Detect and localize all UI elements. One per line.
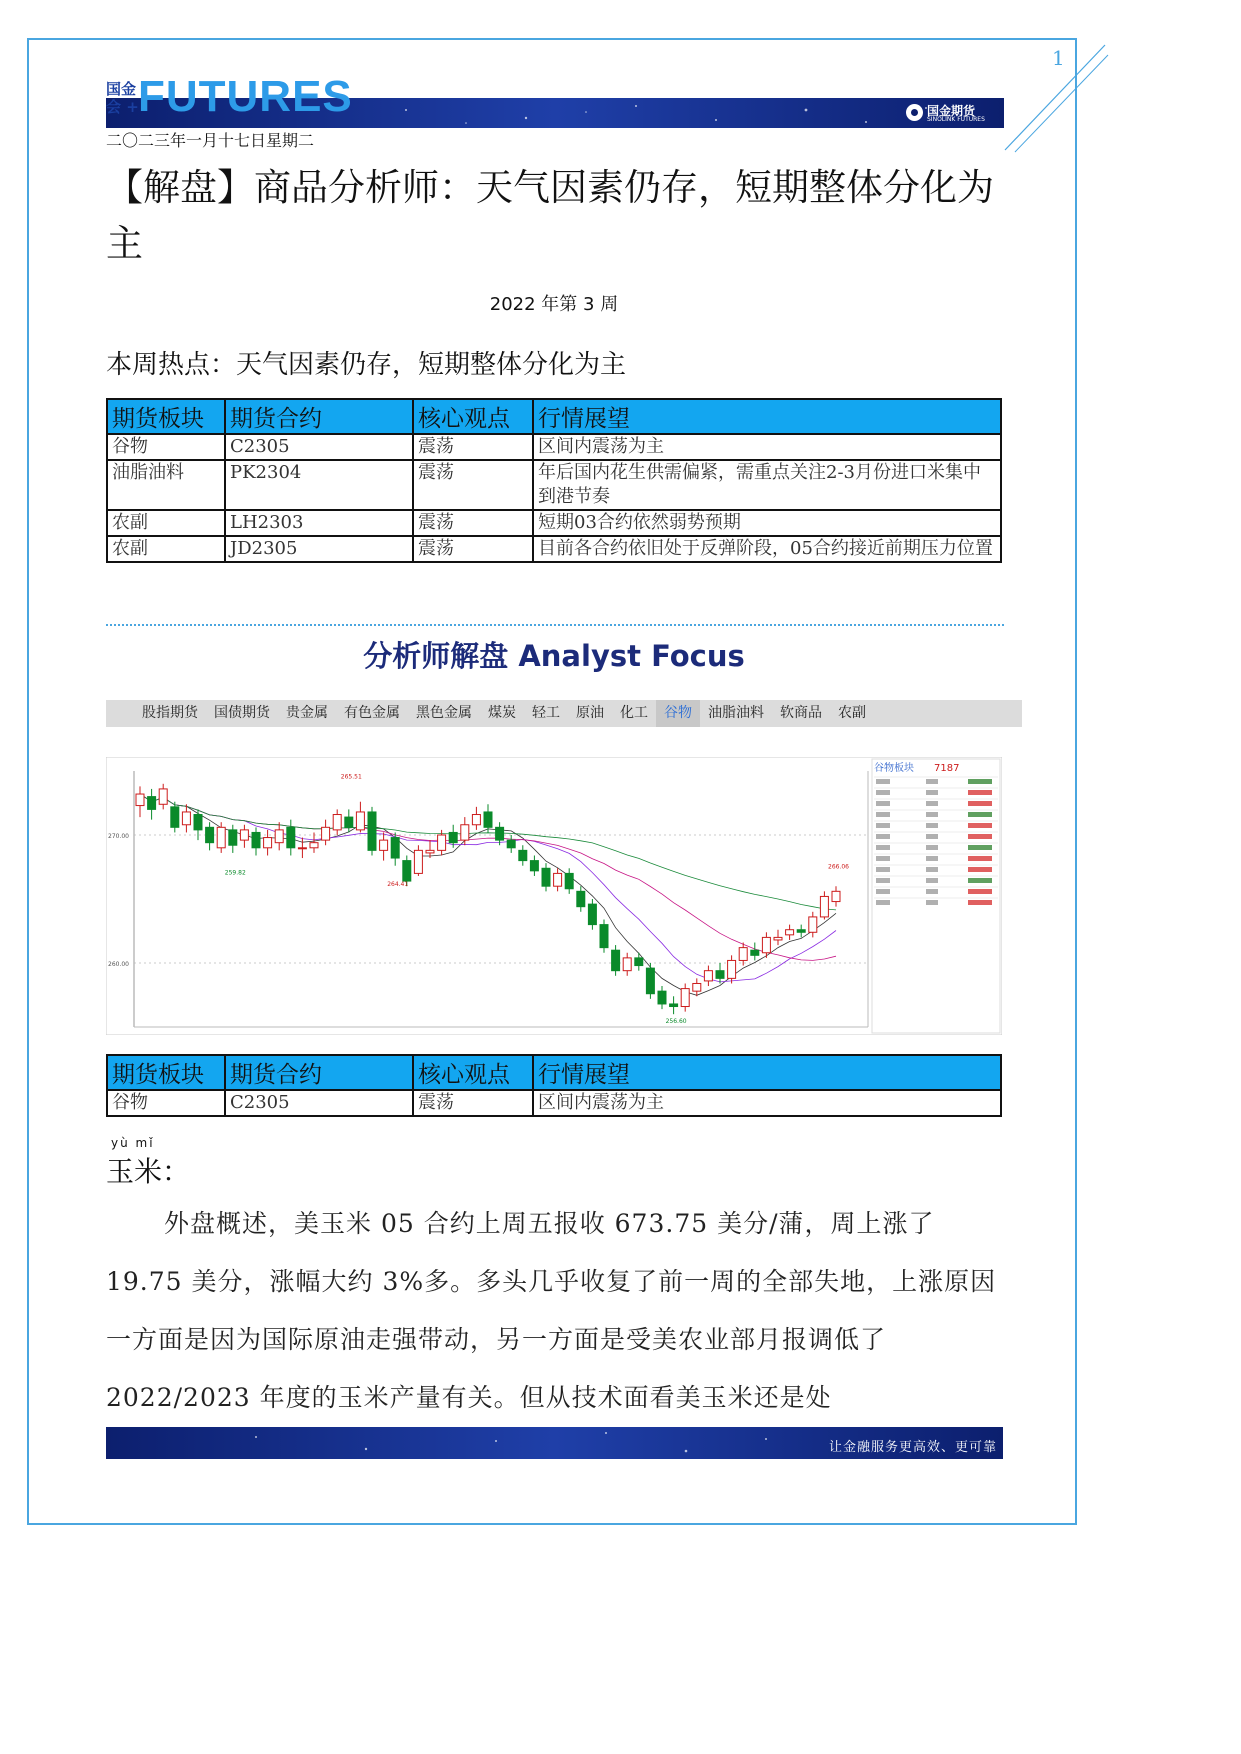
candle-body: [275, 830, 283, 843]
footer-slogan: 让金融服务更高效、更可靠: [828, 1440, 997, 1455]
candle-body: [507, 840, 515, 848]
table-row: 油脂油料 PK2304 震荡 年后国内花生供需偏紧，需重点关注2-3月份进口米集中到港节奏: [107, 460, 1001, 510]
candle-body: [797, 930, 805, 933]
candle-body: [240, 830, 248, 840]
candle-body: [287, 827, 295, 847]
side-panel-cell: [968, 779, 992, 784]
side-panel-cell: [876, 889, 890, 894]
candle-body: [403, 861, 411, 881]
candle-body: [148, 797, 156, 810]
candle-body: [612, 950, 620, 970]
side-panel-cell: [968, 823, 992, 828]
header-cell: 期货板块: [107, 1055, 225, 1090]
candle-body: [809, 917, 817, 932]
candle-body: [414, 850, 422, 873]
summary-table: [106, 398, 1002, 563]
tab-5[interactable]: 煤炭: [488, 705, 516, 721]
candle-body: [762, 937, 770, 952]
side-panel-cell: [926, 867, 938, 872]
week-label: 2022 年第 3 周: [489, 294, 619, 315]
candle-body: [391, 838, 399, 858]
table-row: 农副 LH2303 震荡 短期03合约依然弱势预期: [107, 510, 1001, 536]
candle-body: [345, 817, 353, 827]
side-panel-cell: [926, 878, 938, 883]
candle-body: [681, 989, 689, 1007]
candle-body: [368, 812, 376, 850]
candle-body: [252, 832, 260, 847]
side-panel-cell: [968, 834, 992, 839]
table-row: 谷物 C2305 震荡 区间内震荡为主: [107, 1090, 1001, 1116]
candle-body: [623, 958, 631, 971]
table-row: 农副 JD2305 震荡 目前各合约依旧处于反弹阶段，05合约接近前期压力位置: [107, 536, 1001, 562]
side-panel-cell: [926, 823, 938, 828]
candle-body: [542, 868, 550, 886]
side-panel-cell: [968, 878, 992, 883]
hot-topic: 本周热点：天气因素仍存，短期整体分化为主: [106, 350, 627, 380]
side-panel-cell: [876, 801, 890, 806]
side-panel-cell: [876, 900, 890, 905]
report-title: 【解盘】商品分析师：天气因素仍存，短期整体分化为主: [106, 166, 994, 265]
side-panel-cell: [876, 845, 890, 850]
tab-11[interactable]: 软商品: [780, 705, 822, 721]
brand-circle-icon: [906, 104, 923, 121]
header-cell: 核心观点: [413, 1055, 533, 1090]
price-annotation: 264.41: [387, 881, 409, 889]
side-panel-cell: [926, 856, 938, 861]
candle-body: [298, 848, 306, 849]
y-tick-label: 270.00: [108, 833, 129, 840]
tab-4[interactable]: 黑色金属: [416, 705, 472, 721]
price-annotation: 265.51: [340, 773, 362, 781]
brand-logo: 国金期货 SINOLINK FUTURES: [906, 102, 998, 124]
header-cell: 行情展望: [533, 399, 1001, 434]
side-panel-cell: [926, 801, 938, 806]
side-panel-cell: [968, 856, 992, 861]
side-panel-cell: [968, 900, 992, 905]
tab-9[interactable]: 谷物: [656, 700, 700, 727]
tab-0[interactable]: 股指期货: [142, 705, 198, 721]
focus-title: 分析师解盘 Analyst Focus: [363, 639, 745, 673]
candle-body: [159, 789, 167, 804]
candle-body: [577, 891, 585, 906]
candle-body: [310, 843, 318, 848]
corner-decoration: [1000, 40, 1110, 155]
side-panel-cell: [926, 834, 938, 839]
header-cell: 行情展望: [533, 1055, 1001, 1090]
tab-3[interactable]: 有色金属: [344, 705, 400, 721]
tab-6[interactable]: 轻工: [532, 705, 560, 721]
side-panel-cell: [968, 801, 992, 806]
header-cell: 期货合约: [225, 399, 413, 434]
candle-body: [449, 832, 457, 842]
price-chart: [106, 757, 1002, 1035]
body-paragraph: 外盘概述，美玉米 05 合约上周五报收 673.75 美分/蒲，周上涨了 19.75 美分，涨幅大约 3%多。多头几乎收复了前一周的全部失地，上涨原因一方面是因为国际原油走强带动，另一方面是受美农业部月报调低了 2022/2023 年度的玉米产量有关。但从技术面看美玉米还是处: [106, 1209, 997, 1412]
side-panel-cell: [968, 790, 992, 795]
candle-body: [670, 1004, 678, 1007]
candle-body: [206, 827, 214, 842]
candle-body: [728, 960, 736, 978]
tab-10[interactable]: 油脂油料: [708, 705, 764, 721]
side-panel-cell: [926, 790, 938, 795]
tab-8[interactable]: 化工: [620, 705, 648, 721]
side-panel: [872, 759, 1000, 1033]
side-panel-cell: [968, 812, 992, 817]
candle-body: [496, 827, 504, 840]
section-title: 玉米：: [106, 1155, 191, 1188]
side-panel-cell: [968, 889, 992, 894]
candle-body: [229, 830, 237, 845]
side-panel-cell: [968, 867, 992, 872]
candle-body: [565, 873, 573, 888]
category-tabs: [106, 700, 1022, 727]
side-panel-cell: [876, 834, 890, 839]
side-panel-cell: [876, 878, 890, 883]
candle-body: [217, 827, 225, 847]
candle-body: [171, 807, 179, 827]
candle-body: [380, 840, 388, 850]
logo-cn: 国金 会 +: [106, 80, 139, 116]
candle-body: [739, 948, 747, 961]
candle-body: [716, 971, 724, 979]
side-panel-cell: [876, 823, 890, 828]
tab-1[interactable]: 国债期货: [214, 705, 270, 721]
page-number: 1: [1052, 46, 1065, 70]
candle-body: [588, 904, 596, 924]
section-divider: [106, 624, 1004, 626]
candle-body: [635, 958, 643, 966]
price-annotation: 256.60: [665, 1018, 687, 1026]
header-cell: 期货合约: [225, 1055, 413, 1090]
candle-body: [136, 794, 144, 806]
candle-body: [333, 815, 341, 830]
candle-body: [356, 812, 364, 830]
logo-futures: FUTURES: [138, 72, 353, 121]
side-panel-cell: [926, 812, 938, 817]
candle-body: [194, 815, 202, 830]
candle-body: [600, 925, 608, 948]
candle-body: [322, 827, 330, 840]
side-panel-cell: [926, 900, 938, 905]
candle-body: [554, 873, 562, 886]
pinyin-annotation: yù mǐ: [111, 1136, 155, 1150]
side-panel-code: 7187: [934, 763, 960, 774]
tab-12[interactable]: 农副: [838, 705, 866, 721]
candle-body: [530, 861, 538, 871]
header-cell: 核心观点: [413, 399, 533, 434]
side-panel-cell: [876, 790, 890, 795]
candle-body: [461, 825, 469, 840]
candle-body: [820, 896, 828, 916]
candle-body: [774, 937, 782, 940]
grain-table: [106, 1054, 1002, 1117]
candle-body: [519, 850, 527, 860]
candle-body: [426, 850, 434, 853]
footer-banner: [106, 1427, 1003, 1459]
candle-body: [704, 971, 712, 981]
table-row: 谷物 C2305 震荡 区间内震荡为主: [107, 434, 1001, 460]
candle-body: [832, 891, 840, 901]
candle-body: [786, 930, 794, 935]
candle-body: [693, 983, 701, 991]
side-panel-cell: [876, 867, 890, 872]
tab-7[interactable]: 原油: [576, 705, 604, 721]
side-panel-cell: [968, 845, 992, 850]
candle-body: [438, 835, 446, 850]
side-panel-cell: [926, 889, 938, 894]
candle-body: [646, 968, 654, 994]
report-date: 二〇二三年一月十七日星期二: [106, 131, 315, 150]
y-tick-label: 260.00: [108, 961, 129, 968]
grain-header-row: [107, 1055, 1001, 1090]
candle-body: [264, 838, 272, 848]
price-annotation: 266.06: [828, 863, 849, 871]
summary-header-row: [107, 399, 1001, 434]
side-panel-cell: [926, 845, 938, 850]
candle-body: [658, 991, 666, 1004]
candle-body: [182, 812, 190, 825]
candle-body: [472, 815, 480, 825]
candle-body: [484, 812, 492, 827]
side-panel-cell: [876, 812, 890, 817]
header-cell: 期货板块: [107, 399, 225, 434]
tab-2[interactable]: 贵金属: [286, 705, 328, 721]
price-annotation: 259.82: [224, 869, 246, 877]
candle-body: [751, 950, 759, 955]
side-panel-title: 谷物板块: [874, 763, 914, 774]
side-panel-cell: [926, 779, 938, 784]
side-panel-cell: [876, 856, 890, 861]
side-panel-cell: [876, 779, 890, 784]
